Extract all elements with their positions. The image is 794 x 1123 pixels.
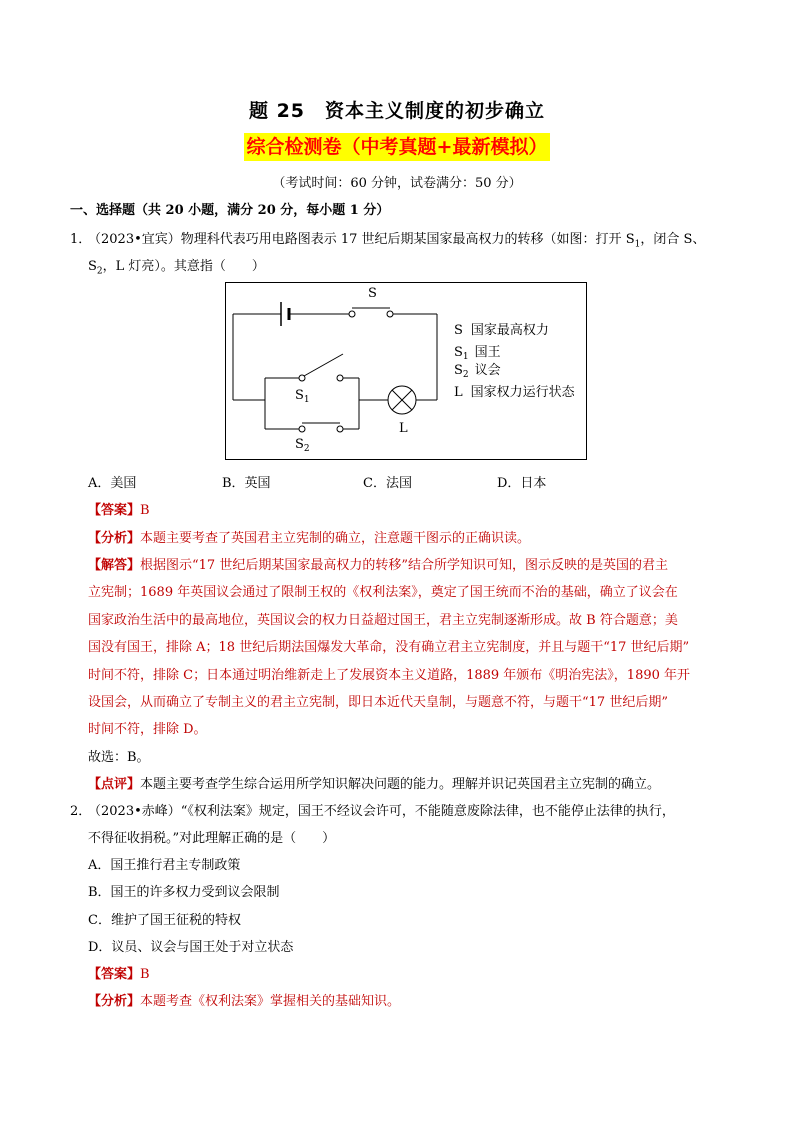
- q1-analysis: 【分析】本题主要考查了英国君主立宪制的确立，注意题干图示的正确识读。: [88, 531, 531, 546]
- q2-number: 2．: [70, 804, 92, 819]
- q2-analysis: 【分析】本题考查《权利法案》掌握相关的基础知识。: [88, 994, 401, 1009]
- q2-option-d: D．议员、议会与国王处于对立状态: [88, 940, 294, 955]
- q1-option-b: B．英国: [222, 476, 271, 491]
- q1-solution-line: 国没有国王，排除 A；18 世纪后期法国爆发大革命，没有确立君主立宪制度，并且与题干“17 世纪后期”: [88, 640, 690, 655]
- q1-solution-line: 设国会，从而确立了专制主义的君主立宪制，即日本近代天皇制，与题意不符，与题干“17 世纪后期”: [88, 695, 668, 710]
- q1-number: 1．: [70, 232, 92, 247]
- q1-option-d: D．日本: [497, 476, 547, 491]
- switch-s2-node-left: [299, 426, 305, 432]
- switch-s1-lever: [304, 354, 343, 376]
- q1-answer: 【答案】B: [88, 503, 150, 518]
- legend-item: $S_2$ 议会: [454, 363, 501, 380]
- exam-info: （考试时间：60 分钟，试卷满分：50 分）: [272, 176, 522, 191]
- q2-option-c: C．维护了国王征税的特权: [88, 913, 241, 928]
- switch-s2-node-right: [337, 426, 343, 432]
- q1-option-a: A．美国: [88, 476, 137, 491]
- switch-s-node-left: [349, 311, 355, 317]
- q2-option-a: A．国王推行君主专制政策: [88, 858, 241, 873]
- switch-s-node-right: [387, 311, 393, 317]
- label-s: S: [368, 286, 377, 301]
- label-s1: $S_1$: [295, 388, 310, 405]
- q1-stem-line1: （2023•宜宾）物理科代表巧用电路图表示 17 世纪后期某国家最高权力的转移（如图：打开 $S_1$，闭合 S、: [88, 232, 706, 250]
- circuit-svg: [225, 282, 587, 460]
- label-s2: $S_2$: [295, 437, 310, 454]
- q1-solution-line: 时间不符，排除 D。: [88, 722, 207, 737]
- paper-subtitle: 综合检测卷（中考真题+最新模拟）: [244, 133, 551, 161]
- q1-solution-line: 【解答】根据图示“17 世纪后期某国家最高权力的转移”结合所学知识可知，图示反映的是英国的君主: [88, 558, 668, 573]
- q1-comment: 【点评】本题主要考查学生综合运用所学知识解决问题的能力。理解并识记英国君主立宪制的确立。: [88, 777, 661, 792]
- q2-stem-line1: （2023•赤峰）“《权利法案》规定，国王不经议会许可，不能随意废除法律，也不能停止法律的执行，: [88, 804, 675, 819]
- q2-stem-line2: 不得征收捐税。”对此理解正确的是（ ）: [88, 831, 336, 846]
- legend-item: L 国家权力运行状态: [454, 385, 575, 400]
- q1-solution-line: 国家政治生活中的最高地位，英国议会的权力日益超过国王，君主立宪制逐渐形成。故 B 符合题意；美: [88, 613, 678, 628]
- q1-solution-line: 时间不符，排除 C；日本通过明治维新走上了发展资本主义道路，1889 年颁布《明治宪法》，1890 年开: [88, 668, 691, 683]
- q1-choice: 故选：B。: [88, 750, 150, 765]
- q1-option-c: C．法国: [363, 476, 412, 491]
- label-l: L: [399, 421, 408, 436]
- legend-item: $S_1$ 国王: [454, 345, 501, 362]
- q1-solution-line: 立宪制；1689 年英国议会通过了限制王权的《权利法案》，奠定了国王统而不治的基础，确立了议会在: [88, 585, 678, 600]
- circuit-diagram: [225, 282, 587, 460]
- section-heading: 一、选择题（共 20 小题，满分 20 分，每小题 1 分）: [70, 203, 390, 218]
- switch-s1-node-right: [337, 375, 343, 381]
- q2-answer: 【答案】B: [88, 967, 150, 982]
- q1-stem-line2: $S_2$，L 灯亮）。其意指（ ）: [88, 259, 265, 277]
- legend-item: S 国家最高权力: [454, 323, 549, 338]
- q2-option-b: B．国王的许多权力受到议会限制: [88, 885, 280, 900]
- page-title: 题 25 资本主义制度的初步确立: [248, 100, 546, 122]
